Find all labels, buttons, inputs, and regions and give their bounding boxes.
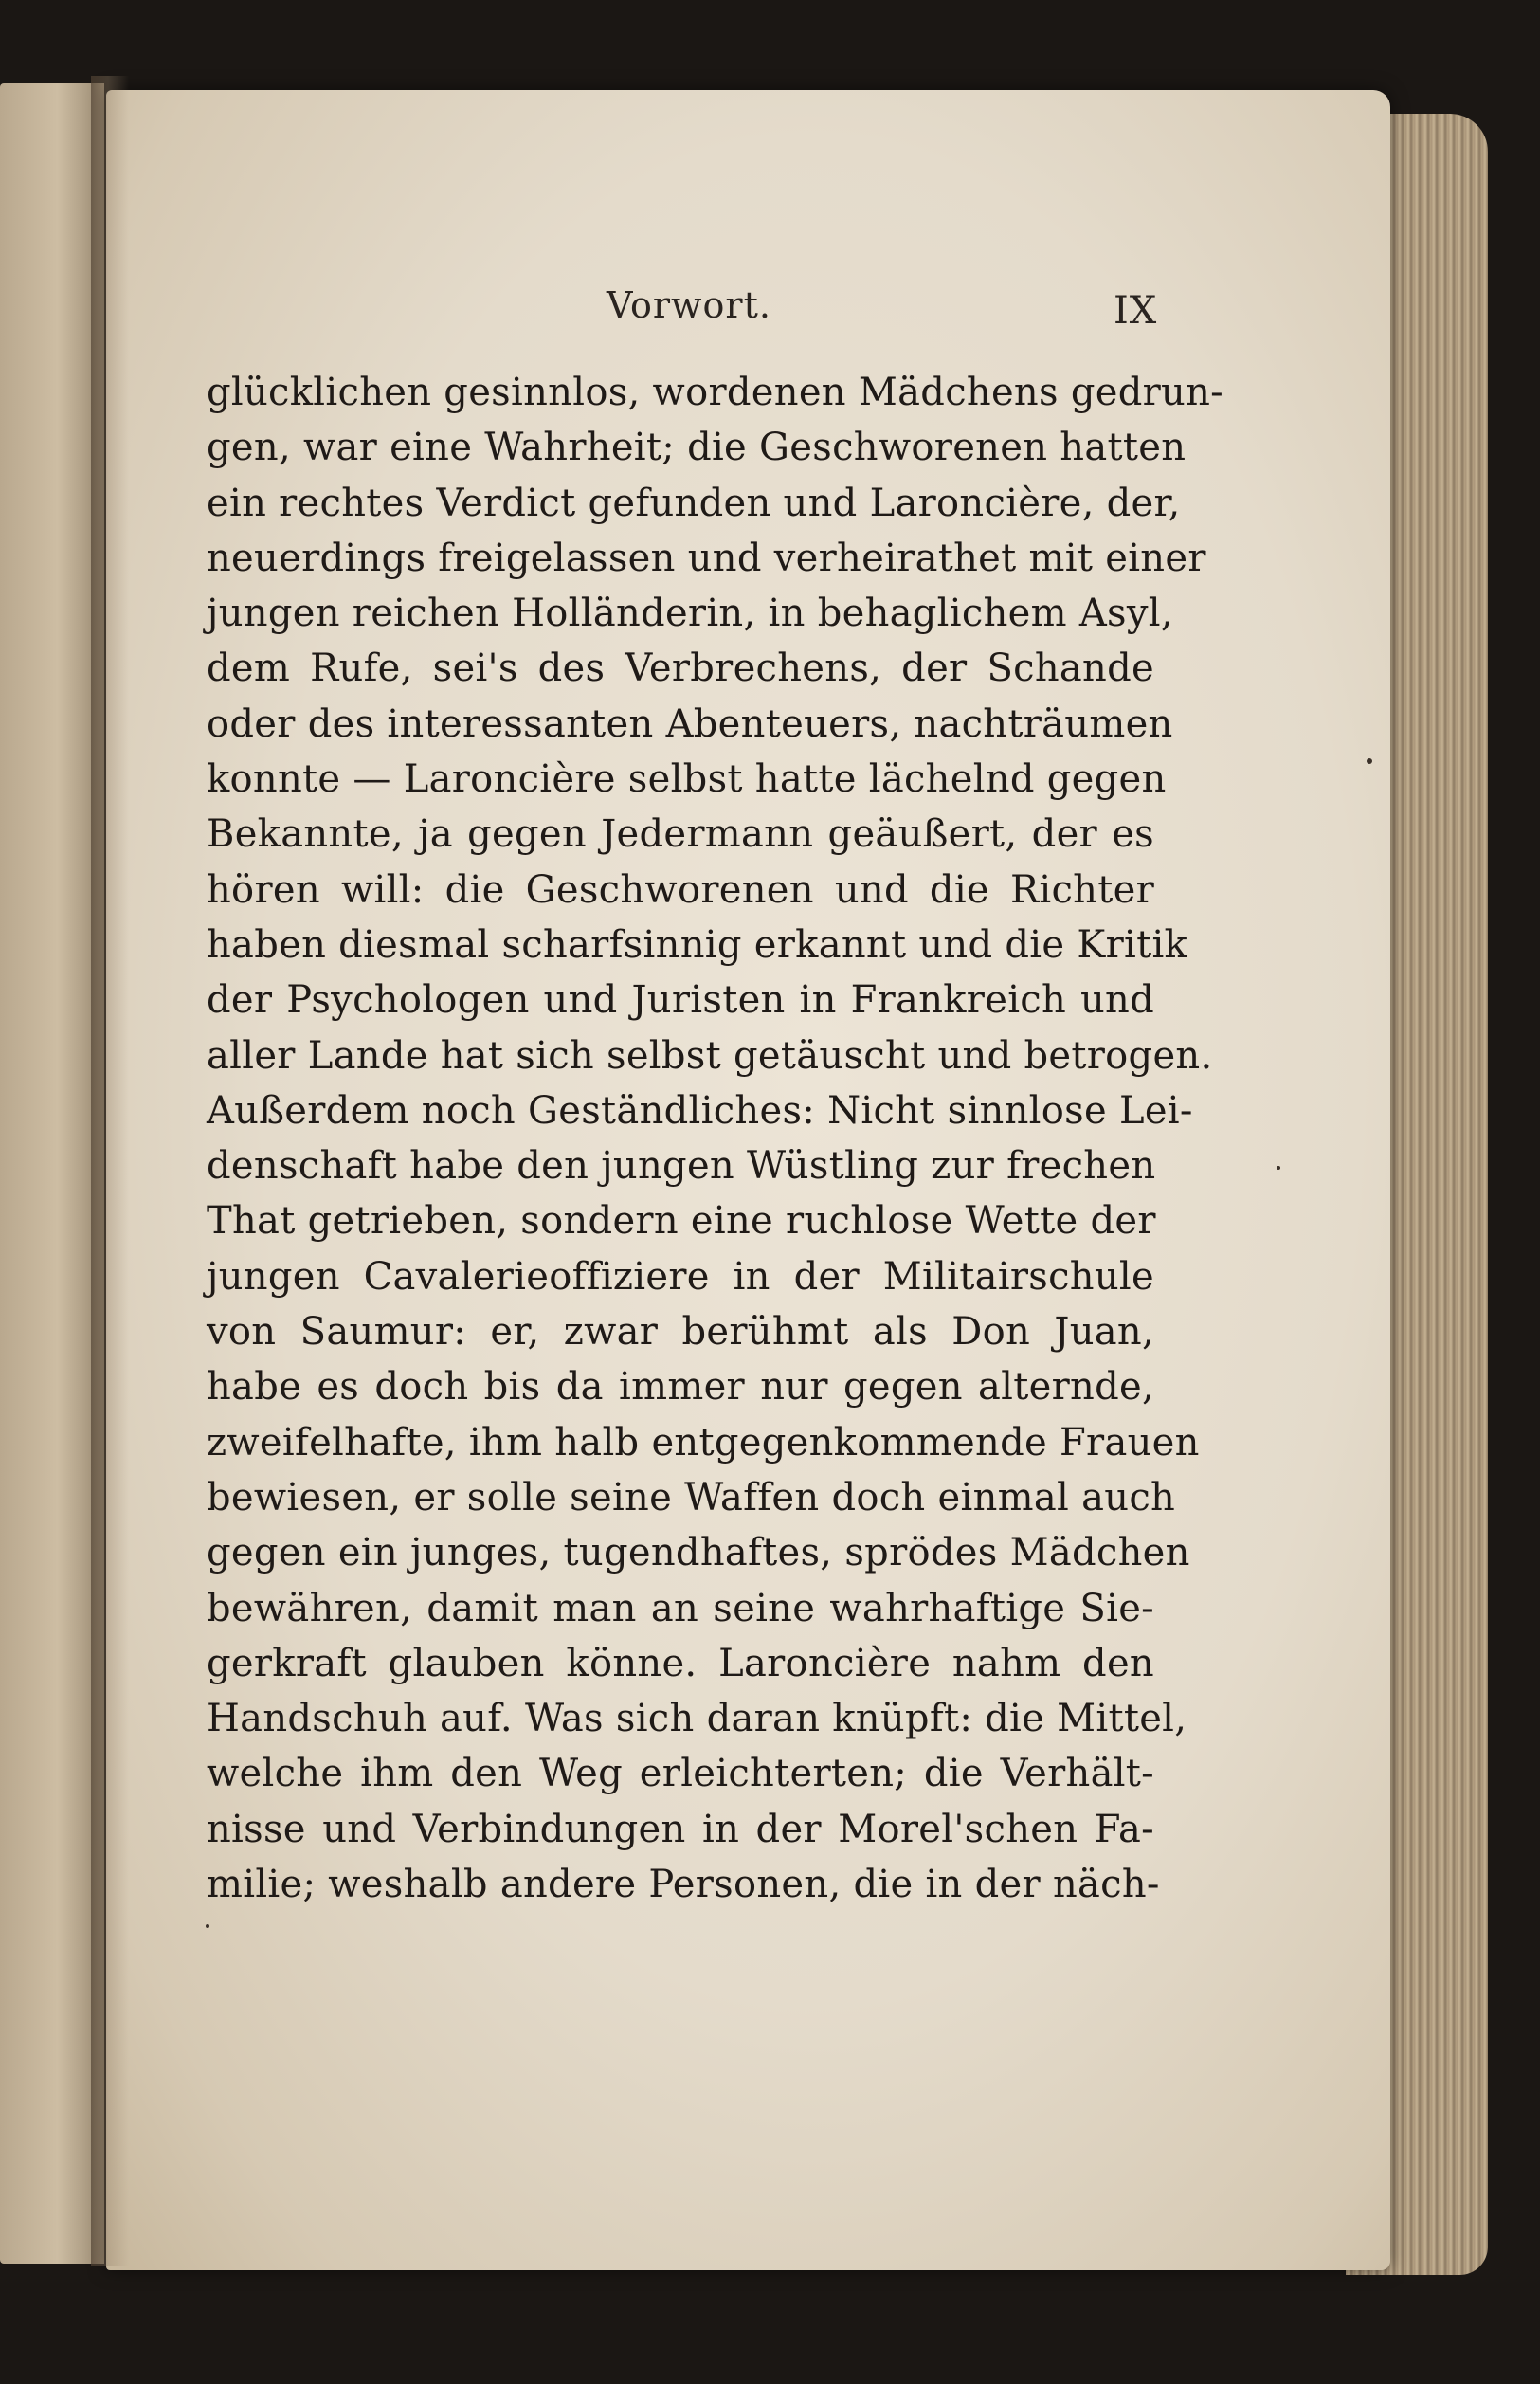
text-line: welche ihm den Weg erleichterten; die Verhält- xyxy=(207,1752,1154,1796)
text-line: Außerdem noch Geständliches: Nicht sinnlose Lei- xyxy=(207,1088,1193,1133)
text-line: milie; weshalb andere Personen, die in der näch- xyxy=(207,1863,1160,1907)
text-line: nisse und Verbindungen in der Morel'schen Fa- xyxy=(207,1807,1154,1851)
text-line: hören will: die Geschworenen und die Richter xyxy=(207,867,1154,912)
text-line: Bekannte, ja gegen Jedermann geäußert, der es xyxy=(207,812,1154,857)
facing-page-edge xyxy=(0,83,104,2264)
text-line: gen, war eine Wahrheit; die Geschworenen hatten xyxy=(207,426,1187,470)
text-line: glücklichen gesinnlos, wordenen Mädchens gedrun- xyxy=(207,371,1223,414)
text-line: habe es doch bis da immer nur gegen alternde, xyxy=(207,1365,1154,1410)
text-line: oder des interessanten Abenteuers, nachträumen xyxy=(207,701,1173,746)
text-line: denschaft habe den jungen Wüstling zur frechen xyxy=(207,1144,1156,1189)
text-line: bewiesen, er solle seine Waffen doch einmal auch xyxy=(207,1475,1176,1520)
paper-speck xyxy=(206,1924,209,1928)
text-line: konnte — Laroncière selbst hatte lächelnd gegen xyxy=(207,757,1167,802)
text-line: gerkraft glauben könne. Laroncière nahm den xyxy=(207,1641,1154,1685)
text-line: ein rechtes Verdict gefunden und Laroncière, der, xyxy=(207,481,1181,525)
running-head: Vorwort. xyxy=(607,284,771,326)
text-line: That getrieben, sondern eine ruchlose Wette der xyxy=(207,1199,1156,1244)
text-line: haben diesmal scharfsinnig erkannt und die Kritik xyxy=(207,922,1188,967)
text-line: aller Lande hat sich selbst getäuscht und betrogen. xyxy=(207,1033,1213,1078)
text-line: jungen Cavalerieoffiziere in der Militairschule xyxy=(207,1254,1154,1299)
text-line: dem Rufe, sei's des Verbrechens, der Schande xyxy=(207,646,1154,691)
text-line: von Saumur: er, zwar berühmt als Don Juan, xyxy=(207,1310,1154,1355)
text-line: Handschuh auf. Was sich daran knüpft: die Mittel, xyxy=(207,1697,1187,1741)
paper-speck xyxy=(1277,1166,1280,1170)
text-line: jungen reichen Holländerin, in behaglichem Asyl, xyxy=(207,591,1173,636)
paper-speck xyxy=(1367,758,1372,764)
text-line: der Psychologen und Juristen in Frankreich und xyxy=(207,978,1154,1023)
text-line: bewähren, damit man an seine wahrhaftige Sie- xyxy=(207,1586,1154,1630)
body-text xyxy=(207,365,1223,1912)
page-number: IX xyxy=(1114,289,1158,333)
text-line: gegen ein junges, tugendhaftes, sprödes Mädchen xyxy=(207,1531,1190,1575)
text-line: neuerdings freigelassen und verheirathet mit einer xyxy=(207,536,1206,580)
text-line: zweifelhafte, ihm halb entgegenkommende Frauen xyxy=(207,1420,1200,1465)
book-gutter xyxy=(91,76,129,2266)
